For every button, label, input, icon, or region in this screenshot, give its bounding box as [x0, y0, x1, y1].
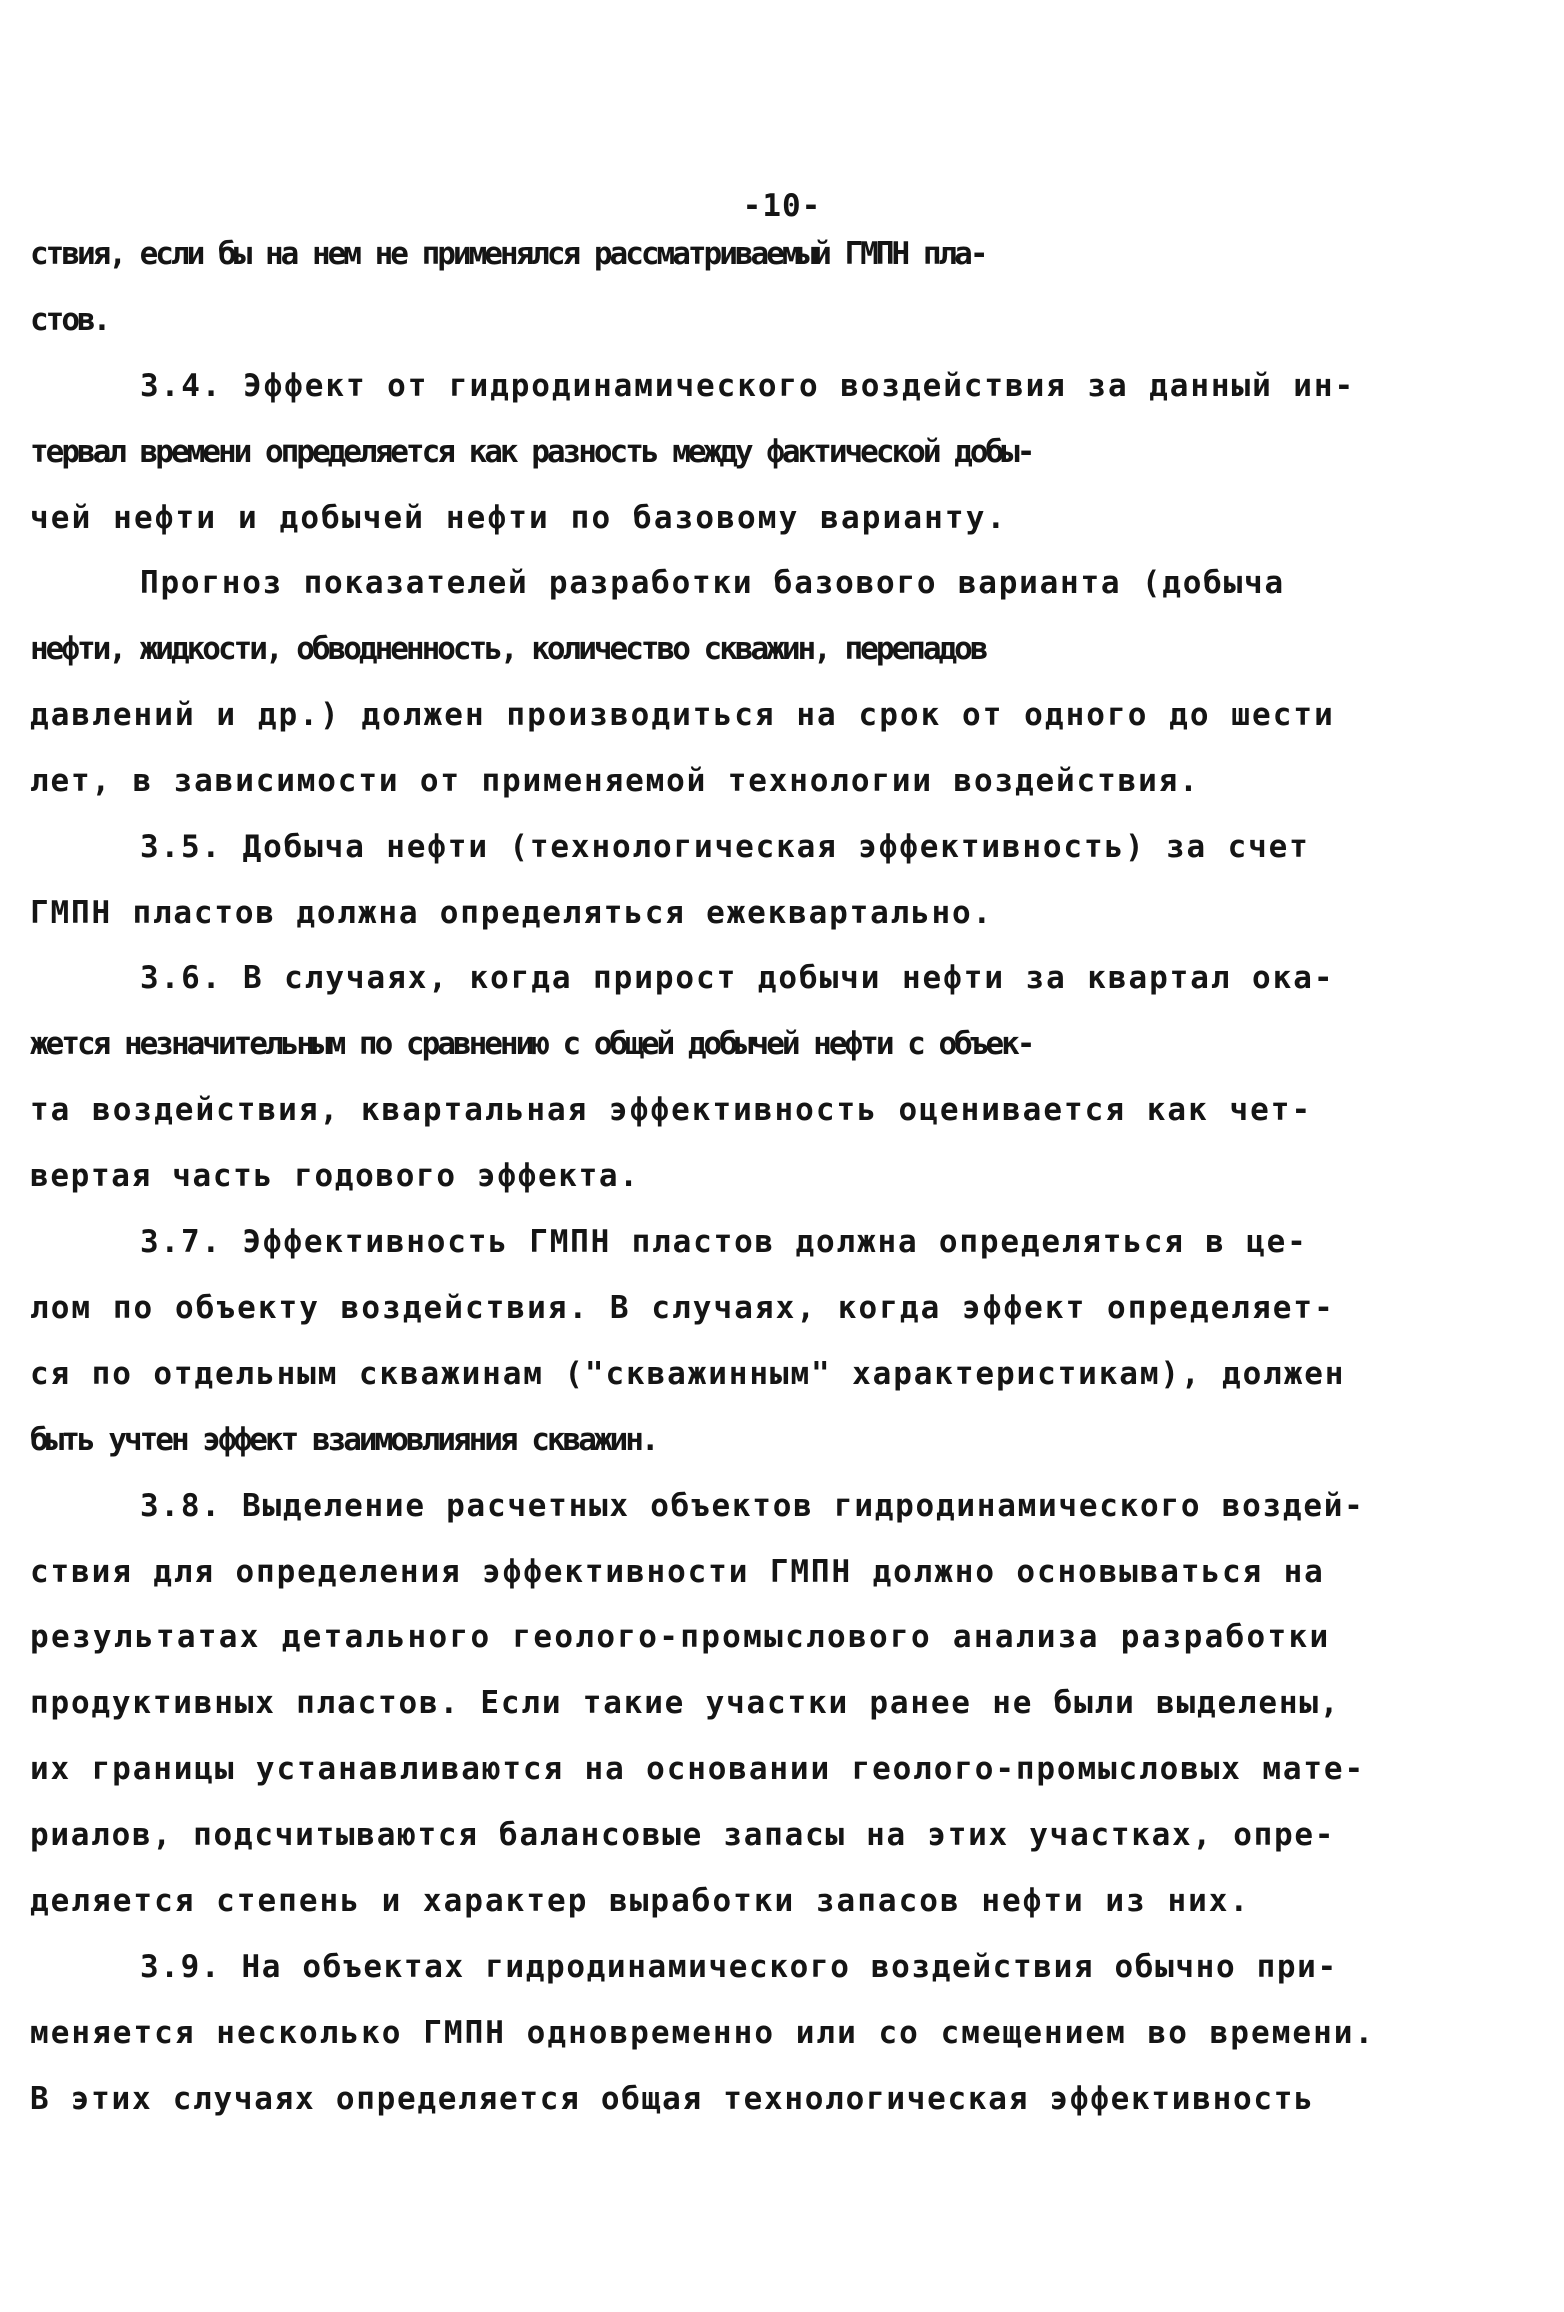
- text-line: ствия, если бы на нем не применялся рассматриваемый ГМПН пла-: [30, 236, 986, 272]
- text-line: 3.7. Эффективность ГМПН пластов должна определяться в це-: [140, 1224, 1308, 1260]
- text-line: меняется несколько ГМПН одновременно или со смещением во времени.: [30, 2015, 1376, 2051]
- text-line: риалов, подсчитываются балансовые запасы на этих участках, опре-: [30, 1817, 1336, 1853]
- text-line: та воздействия, квартальная эффективность оценивается как чет-: [30, 1092, 1313, 1128]
- text-line: быть учтен эффект взаимовлияния скважин.: [30, 1422, 657, 1458]
- text-line: 3.6. В случаях, когда прирост добычи нефти за квартал ока-: [140, 960, 1335, 996]
- text-line: тервал времени определяется как разность между фактической добы-: [30, 434, 1033, 470]
- text-line: ГМПН пластов должна определяться ежеквартально.: [30, 895, 994, 931]
- text-line: 3.5. Добыча нефти (технологическая эффективность) за счет: [140, 829, 1310, 865]
- text-line: жется незначительным по сравнению с общей добычей нефти с объек-: [30, 1026, 1033, 1062]
- text-line: деляется степень и характер выработки запасов нефти из них.: [30, 1883, 1251, 1919]
- text-line: нефти, жидкости, обводненность, количество скважин, перепадов: [30, 631, 986, 667]
- text-line: 3.9. На объектах гидродинамического воздействия обычно при-: [140, 1949, 1338, 1985]
- text-line: продуктивных пластов. Если такие участки ранее не были выделены,: [30, 1685, 1341, 1721]
- text-line: чей нефти и добычей нефти по базовому варианту.: [30, 500, 1008, 536]
- text-line: стов.: [30, 302, 109, 338]
- text-line: 3.4. Эффект от гидродинамического воздействия за данный ин-: [140, 368, 1356, 404]
- text-line: лет, в зависимости от применяемой технологии воздействия.: [30, 763, 1200, 799]
- text-line: ствия для определения эффективности ГМПН должно основываться на: [30, 1554, 1325, 1590]
- text-line: В этих случаях определяется общая технологическая эффективность: [30, 2081, 1315, 2117]
- text-line: их границы устанавливаются на основании геолого-промысловых мате-: [30, 1751, 1366, 1787]
- text-line: вертая часть годового эффекта.: [30, 1158, 640, 1194]
- text-line: Прогноз показателей разработки базового варианта (добыча: [140, 565, 1285, 601]
- page-number: -10-: [742, 188, 822, 224]
- text-line: лом по объекту воздействия. В случаях, когда эффект определяет-: [30, 1290, 1335, 1326]
- text-line: 3.8. Выделение расчетных объектов гидродинамического воздей-: [140, 1488, 1365, 1524]
- text-line: давлений и др.) должен производиться на срок от одного до шести: [30, 697, 1335, 733]
- text-line: результатах детального геолого-промыслового анализа разработки: [30, 1619, 1331, 1655]
- text-line: ся по отдельным скважинам ("скважинным" характеристикам), должен: [30, 1356, 1346, 1392]
